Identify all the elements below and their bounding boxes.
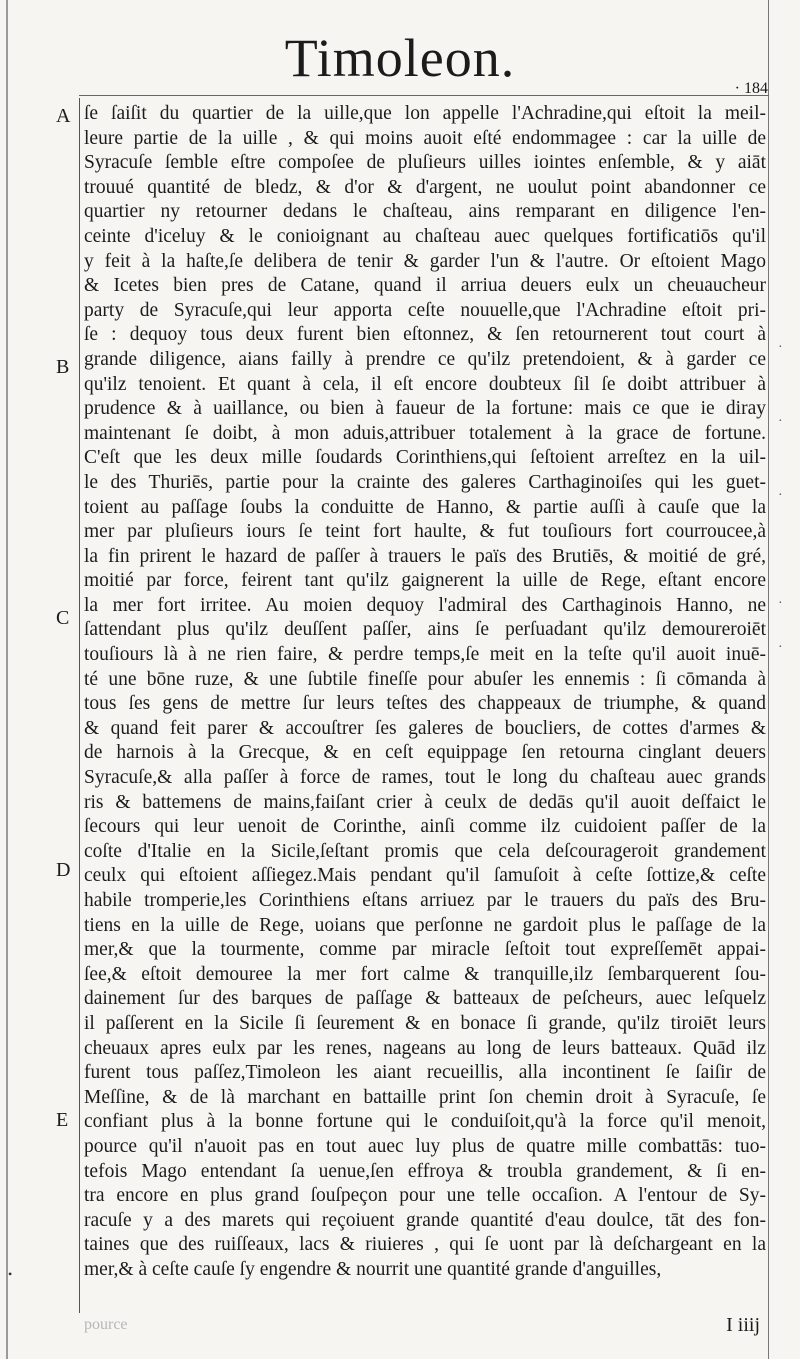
page-number: · 184: [734, 80, 768, 97]
text-line: & quand feit parer & accouſtrer ſes galeres de boucliers, de cottes d'armes &: [84, 717, 766, 739]
text-line: Meſſine, & de là marchant en battaille print ſon chemin droit à Syracuſe, ſe: [84, 1086, 766, 1108]
text-line: mer,& que la tourmente, comme par miracle ſeſtoit tout expreſſemēt appai-: [84, 939, 766, 961]
text-line: il paſſerent en la Sicile ſi ſeurement & en bonace ſi grande, qu'ilz tiroiēt leurs: [84, 1012, 766, 1034]
margin-dot: ·: [778, 414, 783, 429]
text-line: Syracuſe ſemble eſtre compoſee de pluſieurs uilles iointes enſemble, & y aiāt: [84, 152, 766, 174]
text-line: C'eſt que les deux mille ſoudards Corinthiens,qui ſeſtoient arreſtez en la uil-: [84, 447, 766, 469]
margin-letter-c: C: [56, 607, 70, 629]
text-line: ſattendant plus qu'ilz deuſſent paſſer, ains ſe perſuadant qu'ilz demoureroiēt: [84, 619, 766, 641]
text-line: toient au paſſage ſoubs la conduitte de Hanno, & partie auſſi à cauſe que la: [84, 496, 766, 518]
body-text: [84, 102, 766, 1283]
text-line: tefois Mago entendant ſa uenue,ſen effroya & troubla grandement, & ſi en-: [84, 1160, 766, 1182]
text-line: tous ſes gens de mettre ſur leurs teſtes des chappeaux de triumphe, & quand: [84, 693, 766, 715]
text-line: ſe ſaiſit du quartier de la uille,que lon appelle l'Achradine,qui eſtoit la meil-: [84, 103, 766, 124]
text-line: trouué quantité de bledz, & d'or & d'argent, ne uoulut point abandonner ce: [84, 176, 766, 198]
text-line: party de Syracuſe,qui leur apporta ceſte nouuelle,que l'Achradine eſtoit pri-: [84, 299, 766, 321]
text-line: le des Thuriēs, partie pour la crainte des galeres Carthaginoiſes qui les guet-: [84, 471, 766, 493]
text-line: qu'ilz tenoient. Et quant à cela, il eſt encore doubteux ſil ſe doibt attribuer à: [84, 373, 766, 395]
margin-letter-a: A: [56, 105, 71, 127]
text-line: & Icetes bien pres de Catane, quand il arriua deuers eulx un cheuaucheur: [84, 275, 766, 297]
running-title: Timoleon.: [284, 28, 516, 88]
text-line: leure partie de la uille , & qui moins auoit eſté endommagee : car la uille de: [84, 127, 766, 149]
margin-dot: ·: [778, 340, 783, 355]
text-line: dainement ſur des barques de paſſage & batteaux de peſcheurs, auec leſquelz: [84, 988, 766, 1010]
text-line: coſte d'Italie en la Sicile,ſeſtant promis que cela deſcourageroit grandement: [84, 840, 766, 862]
margin-dot: ·: [778, 488, 783, 503]
text-line: ſee,& eſtoit demouree la mer fort calme & tranquille,ilz ſembarquerent ſou-: [84, 963, 766, 985]
margin-star: •: [8, 1267, 13, 1281]
text-line: maintenant ſe doibt, à mon aduis,attribuer totalement à la grace de fortune.: [84, 422, 766, 444]
text-line: ris & battemens de mains,faiſant crier à ceulx de dedās qu'il auoit deſfaict le: [84, 791, 766, 813]
header-rule: [79, 95, 769, 96]
text-line: mer,& à ceſte cauſe ſy engendre & nourrit une quantité grande d'anguilles,: [84, 1258, 662, 1280]
text-line: confiant plus à la bonne fortune qui le conduiſoit,qu'à la force qu'il menoit,: [84, 1111, 766, 1133]
text-line: racuſe y a des marets qui reçoiuent grande quantité d'eau doulce, tāt des fon-: [84, 1209, 766, 1231]
margin-letter-e: E: [56, 1109, 69, 1131]
text-line: de harnois à la Grecque, & en ceſt equippage ſen retourna cinglant deuers: [84, 742, 766, 764]
text-line: quartier ny retourner dedans le chaſteau, ains remparant en diligence l'en-: [84, 201, 766, 223]
text-line: ceinte d'iceluy & le conioignant au chaſteau auec quelques fortificatiōs qu'il: [84, 225, 766, 247]
text-line: ceulx qui eſtoient aſſiegez.Mais pendant qu'il ſamuſoit à ceſte ſottize,& ceſte: [84, 865, 766, 887]
text-line: grande diligence, aians failly à prendre ce qu'ilz pretendoient, & à garder ce: [84, 348, 766, 370]
text-line: mer par pluſieurs iours ſe teint fort haulte, & fut touſiours fort courroucee,à: [84, 521, 766, 543]
text-line: ſecours qui leur uenoit de Corinthe, ainſi comme ilz cuidoient paſſer de la: [84, 816, 766, 838]
catchword: pource: [84, 1316, 128, 1333]
text-frame-left-rule: [79, 98, 80, 1313]
text-line: té une bōne ruze, & une ſubtile fineſſe pour abuſer les ennemis : ſi cōmanda à: [84, 668, 766, 690]
margin-letter-b: B: [56, 356, 70, 378]
text-line: habile tromperie,les Corinthiens eſtans arriuez par le trauers du païs des Bru-: [84, 890, 766, 911]
text-line: tiens en la uille de Rege, uoians que perſonne ne gardoit plus le paſſage de la: [84, 914, 766, 936]
margin-letter-d: D: [56, 859, 71, 881]
text-line: pource qu'il n'auoit pas en tout auec luy plus de quatre mille combattās: tuo-: [84, 1135, 766, 1157]
text-line: la mer fort irritee. Au moien dequoy l'admiral des Carthaginois Hanno, ne: [84, 594, 766, 616]
text-line: cheuaux apres eulx par les renes, nageans au long de leurs batteaux. Quād ilz: [84, 1037, 766, 1059]
text-line: furent tous paſſez,Timoleon les aiant recueillis, alla incontinent ſe ſaiſir de: [84, 1062, 766, 1084]
text-line: Syracuſe,& alla paſſer à force de rames, tout le long du chaſteau auec grands: [84, 767, 766, 789]
text-line: ſe : dequoy tous deux furent bien eſtonnez, & ſen retournerent tout court à: [84, 324, 766, 346]
text-line: y feit à la haſte,ſe delibera de tenir & garder l'un & l'autre. Or eſtoient Mago: [84, 250, 766, 272]
text-line: moitié par force, feirent tant qu'ilz gaignerent la uille de Rege, eſtant encore: [84, 570, 766, 592]
text-line: taines que des ruiſſeaux, lacs & riuieres , qui ſe uont par là deſchargeant en la: [84, 1234, 766, 1256]
margin-dot: ·: [778, 596, 783, 611]
margin-dot: ·: [778, 640, 783, 655]
gutter-edge: [6, 0, 8, 1359]
text-frame-right-rule: [768, 0, 769, 1359]
text-line: touſiours là à ne rien faire, & perdre temps,ſe meit en la teſte qu'il auoit inuē-: [84, 644, 766, 666]
text-line: tra encore en plus grand ſouſpeçon pour une telle occaſion. A l'entour de Sy-: [84, 1185, 766, 1207]
signature-mark: I iiij: [726, 1314, 760, 1336]
text-line: la fin prirent le hazard de paſſer à trauers le païs des Brutiēs, & moitié de gré,: [84, 545, 766, 567]
text-line: prudence & à uaillance, ou bien à faueur de la fortune: mais ce que ie diray: [84, 398, 766, 420]
